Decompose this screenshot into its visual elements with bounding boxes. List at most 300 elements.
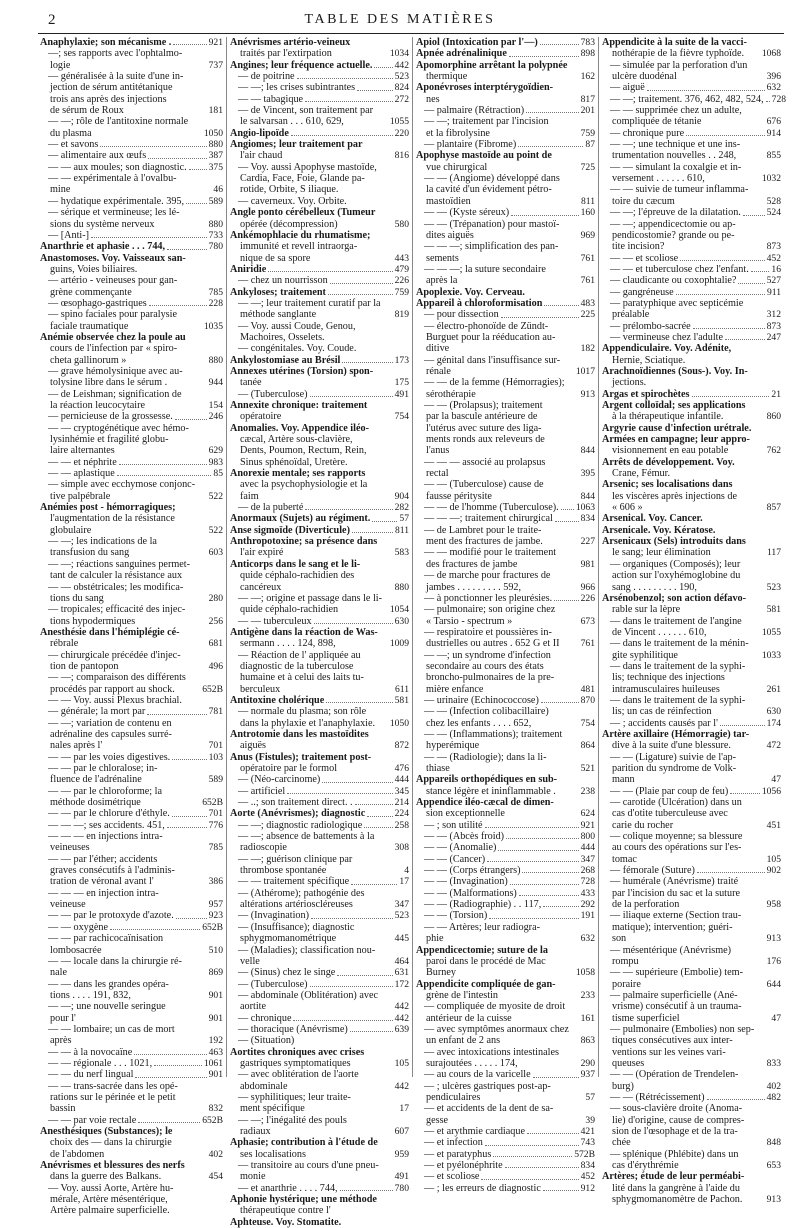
- entry-page-number: 47: [771, 774, 781, 786]
- entry-text: radioscopie: [240, 842, 287, 854]
- entry-text: globulaire: [50, 524, 92, 536]
- index-entry: [602, 93, 787, 105]
- index-entry: [416, 219, 595, 230]
- entry-text: tiques consécutives aux inter-: [612, 1035, 733, 1047]
- index-entry: [40, 525, 223, 536]
- entry-page-number: 280: [208, 592, 223, 604]
- entry-page-number: 162: [580, 71, 595, 83]
- entry-text: — (Tuberculose): [238, 388, 308, 400]
- entry-text: au cours des opérations sur l'es-: [612, 842, 742, 854]
- entry-text: — — (Tuberculose) cause de: [424, 479, 544, 491]
- index-column-2: [226, 37, 412, 1228]
- leader-dots: [519, 895, 579, 896]
- entry-text: —; ses rapports avec l'ophtalmo-: [48, 48, 183, 60]
- entry-text: — thoracique (Anévrisme): [238, 1023, 348, 1035]
- entry-page-number: 630: [766, 706, 781, 718]
- index-entry: [416, 706, 595, 717]
- index-entry: [602, 71, 781, 82]
- entry-text: — de poitrine: [238, 71, 295, 83]
- index-entry: [40, 94, 223, 105]
- entry-page-number: 524: [766, 207, 781, 219]
- entry-text: matique); intervention; guéri-: [612, 921, 733, 933]
- index-entry: [230, 1194, 409, 1205]
- entry-page-number: 527: [766, 275, 781, 287]
- leader-dots: [154, 1065, 202, 1066]
- index-entry: [602, 343, 781, 354]
- index-entry: [416, 298, 595, 309]
- index-entry: [602, 922, 781, 933]
- index-entry: [416, 525, 595, 536]
- entry-page-number: 780: [208, 241, 223, 253]
- leader-dots: [117, 475, 212, 476]
- index-entry: [602, 820, 781, 831]
- index-entry: [602, 831, 781, 842]
- entry-text: — — et néphrite: [48, 456, 117, 468]
- entry-page-number: 463: [208, 1046, 223, 1058]
- index-entry: [602, 706, 781, 717]
- entry-page-number: 676: [766, 116, 781, 128]
- entry-page-number: 85: [213, 468, 223, 480]
- entry-text: — dans le traitement de la ménin-: [610, 638, 749, 650]
- entry-page-number: 103: [208, 751, 223, 763]
- entry-page-number: 1035: [203, 320, 223, 332]
- entry-page-number: 725: [580, 161, 595, 173]
- entry-text: Anse sigmoïde (Diverticule): [230, 524, 350, 536]
- index-entry: [230, 502, 409, 513]
- entry-text: — chirurgicale précédée d'injec-: [48, 649, 181, 661]
- index-entry: [416, 979, 595, 990]
- entry-text: Aphasie; contribution à l'étude de: [230, 1137, 378, 1149]
- entry-text: — — (Torsion): [424, 910, 488, 922]
- entry-text: sphygmomanométrique: [240, 933, 337, 945]
- entry-text: — (Situation): [238, 1035, 295, 1047]
- index-entry: [602, 1013, 781, 1024]
- index-entry: [230, 275, 409, 286]
- leader-dots: [554, 600, 578, 601]
- entry-text: procédés par rapport au shock.: [50, 683, 175, 695]
- entry-page-number: 21: [771, 388, 781, 400]
- entry-page-number: 246: [208, 411, 223, 423]
- entry-page-number: 629: [208, 445, 223, 457]
- entry-page-number: 1056: [761, 785, 781, 797]
- entry-text: transfusion du sang: [50, 547, 130, 559]
- index-entry: [40, 241, 223, 252]
- entry-page-number: 510: [208, 944, 223, 956]
- index-entry: [416, 865, 595, 876]
- index-entry: [230, 94, 409, 105]
- entry-text: préalable: [612, 309, 650, 321]
- index-entry: [416, 162, 595, 173]
- index-entry: [230, 979, 409, 990]
- index-entry: [416, 661, 595, 672]
- entry-text: — compliquée de myosite de droit: [424, 1001, 566, 1013]
- entry-page-number: 258: [394, 819, 409, 831]
- index-entry: [602, 241, 781, 252]
- entry-text: après: [50, 1035, 72, 1047]
- entry-text: — — traitement spécifique: [238, 876, 350, 888]
- entry-page-number: 653: [766, 1160, 781, 1172]
- index-entry: [416, 808, 595, 819]
- entry-text: — — par le chlorure d'éthyle.: [48, 808, 170, 820]
- entry-page-number: 901: [208, 989, 223, 1001]
- entry-page-number: 639: [394, 1023, 409, 1035]
- index-entry: [416, 945, 595, 956]
- entry-text: action sur l'oxyhémoglobine du: [612, 570, 741, 582]
- index-entry: [40, 366, 223, 377]
- index-entry: [230, 559, 409, 570]
- entry-text: vue chirurgical: [426, 161, 488, 173]
- leader-dots: [337, 975, 392, 976]
- index-entry: [416, 967, 595, 978]
- entry-text: Arsenicale. Voy. Kératose.: [602, 524, 716, 536]
- entry-text: un enfant de 2 ans: [426, 1035, 501, 1047]
- index-entry: [416, 207, 595, 218]
- index-entry: [230, 582, 409, 593]
- index-entry: [40, 842, 223, 853]
- entry-text: Angle ponto cérébelleux (Tumeur: [230, 207, 376, 219]
- index-entry: [602, 150, 781, 161]
- index-entry: [40, 468, 223, 479]
- index-entry: [602, 457, 781, 468]
- index-entry: [416, 593, 595, 604]
- index-entry: [230, 650, 409, 661]
- entry-text: compliquée de tétanie: [612, 116, 702, 128]
- index-entry: [230, 366, 409, 377]
- entry-text: Angiomes; leur traitement par: [230, 139, 363, 151]
- index-entry: [602, 752, 781, 763]
- entry-text: sérothérapie: [426, 388, 476, 400]
- entry-text: nales après l': [50, 740, 103, 752]
- index-entry: [40, 116, 223, 127]
- entry-page-number: 860: [766, 411, 781, 423]
- leader-dots: [305, 509, 392, 510]
- entry-text: la cavité d'un évidement pétro-: [426, 184, 552, 196]
- entry-page-number: 225: [580, 309, 595, 321]
- entry-page-number: 880: [208, 354, 223, 366]
- entry-text: — et accidents de la dent de sa-: [424, 1103, 554, 1115]
- index-entry: [40, 888, 223, 899]
- entry-text: — (Athérome); pathogénie des: [238, 887, 365, 899]
- entry-text: les viscères après injections de: [612, 490, 738, 502]
- entry-text: lie) d'origine, cause de compres-: [612, 1114, 745, 1126]
- index-entry: [40, 820, 223, 831]
- index-entry: [40, 650, 223, 661]
- entry-page-number: 523: [766, 581, 781, 593]
- entry-text: Anesthésie dans l'hémiplégie cé-: [40, 626, 180, 638]
- index-entry: [416, 831, 595, 842]
- leader-dots: [485, 1145, 579, 1146]
- index-entry: [230, 831, 409, 842]
- index-entry: [40, 899, 223, 910]
- leader-dots: [293, 1020, 392, 1021]
- entry-text: — — (Plaie par coup de feu): [610, 785, 729, 797]
- index-entry: [602, 1035, 781, 1046]
- index-entry: [40, 1001, 223, 1012]
- entry-page-number: 844: [580, 445, 595, 457]
- entry-text: — — (Cancer): [424, 853, 486, 865]
- entry-text: diagnostic de la tuberculose: [240, 660, 354, 672]
- index-entry: [416, 332, 595, 343]
- index-entry: [602, 718, 781, 729]
- index-entry: [40, 207, 223, 218]
- leader-dots: [314, 623, 393, 624]
- index-entry: [416, 400, 595, 411]
- index-entry: [602, 876, 781, 887]
- entry-page-number: 937: [580, 1069, 595, 1081]
- entry-page-number: 1063: [575, 502, 595, 514]
- entry-text: tions . . . . 191, 832,: [50, 989, 131, 1001]
- index-entry: [416, 627, 595, 638]
- entry-page-number: 754: [394, 411, 409, 423]
- index-entry: [40, 967, 223, 978]
- leader-dots: [540, 44, 579, 45]
- entry-text: méthode dosimétrique: [50, 797, 141, 809]
- index-entry: [40, 547, 223, 558]
- entry-text: — — suivie de tumeur inflamma-: [610, 184, 749, 196]
- index-entry: [416, 956, 595, 967]
- entry-text: — — par voie rectale: [48, 1114, 137, 1126]
- entry-text: — — par rachicocaïnisation: [48, 933, 164, 945]
- entry-text: Apophyse mastoïde au point de: [416, 150, 552, 162]
- index-entry: [40, 1047, 223, 1058]
- index-entry: [416, 468, 595, 479]
- entry-text: — claudicante ou coxophtalie?: [610, 275, 737, 287]
- leader-dots: [647, 90, 765, 91]
- index-entry: [40, 638, 223, 649]
- entry-text: ventions sur les veines vari-: [612, 1046, 726, 1058]
- entry-text: quide céphalo-rachidien des: [240, 570, 355, 582]
- index-column-1: [40, 37, 226, 1217]
- index-entry: [40, 1058, 223, 1069]
- entry-page-number: 57: [399, 513, 409, 525]
- index-entry: [602, 933, 781, 944]
- leader-dots: [541, 702, 579, 703]
- index-entry: [230, 230, 409, 241]
- entry-text: Arsenic; ses localisations dans: [602, 479, 733, 491]
- entry-page-number: 308: [394, 842, 409, 854]
- entry-text: jections.: [612, 377, 647, 389]
- entry-text: — — par les voies digestives.: [48, 751, 171, 763]
- index-entry: [602, 1149, 781, 1160]
- index-entry: [416, 559, 595, 570]
- entry-text: broncho-pulmonaires de la pre-: [426, 672, 555, 684]
- leader-dots: [561, 509, 574, 510]
- index-entry: [40, 513, 223, 524]
- index-entry: [416, 355, 595, 366]
- entry-text: — gangréneuse: [610, 286, 674, 298]
- entry-text: aortite: [240, 1001, 267, 1013]
- index-entry: [416, 37, 595, 48]
- entry-text: Ankylostomiase au Brésil: [230, 354, 341, 366]
- entry-text: Anormaux (Sujets) au régiment.: [230, 513, 371, 525]
- entry-page-number: 631: [394, 967, 409, 979]
- index-entry: [416, 1092, 595, 1103]
- index-entry: [230, 1013, 409, 1024]
- index-entry: [602, 219, 781, 230]
- index-entry: [230, 1171, 409, 1182]
- index-entry: [40, 128, 223, 139]
- index-entry: [40, 230, 223, 241]
- entry-page-number: 761: [580, 252, 595, 264]
- index-entry: [230, 1137, 409, 1148]
- index-entry: [416, 71, 595, 82]
- entry-text: Artère palmaire superficielle.: [50, 1205, 170, 1217]
- index-entry: [416, 1137, 595, 1148]
- index-entry: [416, 990, 595, 1001]
- index-entry: [602, 808, 781, 819]
- entry-page-number: 375: [208, 161, 223, 173]
- entry-page-number: 345: [394, 785, 409, 797]
- index-entry: [416, 888, 595, 899]
- index-entry: [602, 491, 781, 502]
- page-title: TABLE DES MATIÈRES: [304, 12, 496, 27]
- entry-text: du plasma: [50, 127, 92, 139]
- entry-text: — — supprimée chez un adulte,: [610, 105, 742, 117]
- entry-page-number: 880: [208, 139, 223, 151]
- entry-page-number: 632: [766, 82, 781, 94]
- entry-page-number: 464: [394, 955, 409, 967]
- index-entry: [602, 275, 781, 286]
- entry-page-number: 632: [580, 933, 595, 945]
- index-entry: [602, 616, 781, 627]
- leader-dots: [110, 929, 200, 930]
- leader-dots: [175, 419, 207, 420]
- entry-text: — —; un syndrome d'infection: [424, 649, 551, 661]
- entry-text: — — (Prolapsus); traitement: [424, 400, 543, 411]
- entry-text: burg): [612, 1080, 634, 1092]
- index-entry: [230, 1001, 409, 1012]
- entry-text: — (Invagination): [238, 910, 310, 922]
- entry-text: — au cours de la varicelle: [424, 1069, 531, 1081]
- entry-text: Appendice iléo-cæcal de dimen-: [416, 797, 554, 809]
- index-entry: [602, 502, 781, 513]
- entry-page-number: 913: [766, 933, 781, 945]
- entry-text: — —; l'épreuve de la dilatation.: [610, 207, 741, 219]
- index-columns: [40, 37, 787, 1228]
- entry-text: Appareil à chloroformisation: [416, 297, 543, 309]
- index-entry: [230, 479, 409, 490]
- index-entry: [40, 377, 223, 388]
- entry-text: ments ronds aux releveurs de: [426, 434, 545, 446]
- entry-page-number: 173: [394, 354, 409, 366]
- index-entry: [416, 502, 595, 513]
- index-entry: [416, 366, 595, 377]
- entry-page-number: 863: [580, 1035, 595, 1047]
- entry-page-number: 476: [394, 763, 409, 774]
- entry-page-number: 869: [208, 967, 223, 979]
- entry-text: Anarthrie et aphasie . . . 744,: [40, 241, 166, 253]
- leader-dots: [485, 827, 579, 828]
- index-entry: [416, 1024, 595, 1035]
- entry-page-number: 17: [399, 876, 409, 888]
- index-entry: [230, 207, 409, 218]
- entry-text: chez les enfants . . . . 652,: [426, 717, 532, 729]
- leader-dots: [167, 249, 207, 250]
- entry-text: ulcère duodénal: [612, 71, 677, 83]
- index-entry: [602, 945, 781, 956]
- entry-page-number: 981: [580, 558, 595, 570]
- index-entry: [40, 797, 223, 808]
- leader-dots: [147, 714, 206, 715]
- index-entry: [40, 343, 223, 354]
- index-entry: [230, 876, 409, 887]
- entry-text: Anémie observée chez la poule au: [40, 331, 186, 343]
- leader-dots: [487, 861, 579, 862]
- entry-page-number: 864: [580, 740, 595, 752]
- entry-text: — simulée par la perforation d'un: [610, 59, 748, 71]
- index-entry: [230, 797, 409, 808]
- index-entry: [230, 321, 409, 332]
- entry-text: vrisme) consécutif à un trauma-: [612, 1001, 742, 1013]
- index-entry: [40, 219, 223, 230]
- index-entry: [416, 1058, 595, 1069]
- index-entry: [40, 1149, 223, 1160]
- index-entry: [230, 184, 409, 195]
- index-entry: [230, 922, 409, 933]
- entry-page-number: 442: [394, 1012, 409, 1024]
- entry-text: — fémorale (Suture): [610, 865, 695, 877]
- leader-dots: [340, 1190, 393, 1191]
- index-entry: [40, 933, 223, 944]
- entry-text: — et paratyphus: [424, 1148, 492, 1160]
- index-entry: [40, 1103, 223, 1114]
- index-entry: [40, 593, 223, 604]
- leader-dots: [506, 838, 579, 839]
- index-entry: [230, 1058, 409, 1069]
- entry-text: Cardia, Face, Foie, Glande pa-: [240, 173, 365, 185]
- index-entry: [416, 445, 595, 456]
- entry-text: trois ans après des injections: [50, 93, 167, 105]
- index-entry: [230, 241, 409, 252]
- index-entry: [416, 389, 595, 400]
- entry-text: — avec symptômes anormaux chez: [424, 1023, 569, 1035]
- index-entry: [602, 264, 781, 275]
- entry-text: — urinaire (Echinococcose): [424, 694, 539, 706]
- leader-dots: [509, 56, 579, 57]
- entry-text: cheta gallinorum »: [50, 354, 127, 366]
- entry-page-number: 681: [208, 638, 223, 650]
- leader-dots: [697, 872, 765, 873]
- index-entry: [230, 1126, 409, 1137]
- entry-text: Sinus sphénoïdal, Uretère.: [240, 456, 348, 468]
- index-entry: [416, 797, 595, 808]
- entry-text: Anorexie mentale; ses rapports: [230, 468, 366, 480]
- entry-page-number: 652B: [202, 921, 223, 933]
- index-entry: [602, 332, 781, 343]
- entry-text: Aortites chroniques avec crises: [230, 1046, 365, 1058]
- leader-dots: [119, 464, 207, 465]
- entry-text: — — lombaire; un cas de mort: [48, 1023, 175, 1035]
- entry-page-number: 873: [766, 320, 781, 332]
- index-entry: [602, 899, 781, 910]
- index-entry: [230, 82, 409, 93]
- entry-text: bassin: [50, 1103, 76, 1115]
- entry-page-number: 433: [580, 887, 595, 899]
- index-entry: [416, 128, 595, 139]
- index-entry: [416, 638, 595, 649]
- entry-text: visionnement en eau potable: [612, 445, 729, 457]
- entry-page-number: 728: [771, 93, 787, 105]
- index-entry: [416, 786, 595, 797]
- entry-text: — chronique pure: [610, 127, 685, 139]
- index-entry: [602, 990, 781, 1001]
- leader-dots: [149, 305, 207, 306]
- entry-page-number: 901: [208, 1069, 223, 1081]
- entry-text: Appendiculaire. Voy. Adénite,: [602, 343, 732, 355]
- entry-text: — humérale (Anévrisme) traité: [610, 876, 739, 888]
- entry-text: — — Artères; leur radiogra-: [424, 921, 540, 933]
- index-entry: [230, 468, 409, 479]
